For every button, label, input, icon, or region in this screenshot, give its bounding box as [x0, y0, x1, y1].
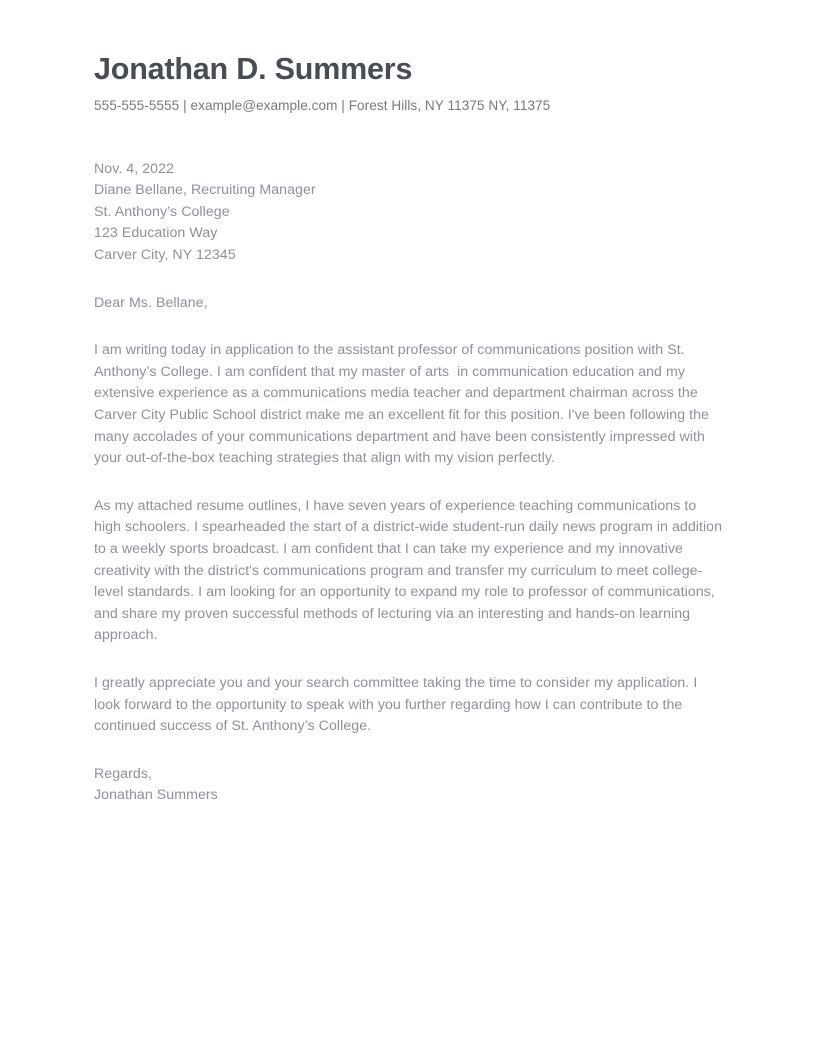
- applicant-name: Jonathan D. Summers: [94, 52, 413, 86]
- recipient-city-state-zip: Carver City, NY 12345: [94, 247, 236, 264]
- signature-name: Jonathan Summers: [94, 787, 218, 804]
- closing-block: [94, 738, 724, 807]
- recipient-organization: St. Anthony’s College: [94, 203, 230, 220]
- body-paragraph-3: I greatly appreciate you and your search committee taking the time to consider my application. I look forward to the opportunity to speak with you further regarding how I can contribute to the continued success of St. Anthony’s College.: [94, 674, 702, 735]
- body-paragraph-2: As my attached resume outlines, I have seven years of experience teaching communications to high schoolers. I spearheaded the start of a district-wide student-run daily news program in addition to a weekly sports broadcast. I am confident that I can take my experience and my innovative creativity with the district's communications program and transfer my curriculum to meet college-level standards. I am looking for an opportunity to expand my role to professor of communications, and share my proven successful methods of lecturing via an interesting and hands-on learning approach.: [94, 497, 727, 644]
- salutation: Dear Ms. Bellane,: [94, 294, 208, 311]
- letter-content: [94, 0, 727, 807]
- contact-info-line: 555-555-5555 | example@example.com | Forest Hills, NY 11375 NY, 11375: [94, 97, 551, 113]
- body-paragraph-1: I am writing today in application to the assistant professor of communications position with St. Anthony’s College. I am confident that my master of arts in communication education and my extensive experience as a communications media teacher and department chairman across the Carver City Public School district make me an excellent fit for this position. I've been following the many accolades of your communications department and have been consistently impressed with your out-of-the-box teaching strategies that align with my vision perfectly.: [94, 342, 713, 467]
- recipient-name-title: Diane Bellane, Recruiting Manager: [94, 182, 316, 199]
- letterhead: [94, 0, 724, 115]
- valediction: Regards,: [94, 765, 152, 782]
- recipient-address-block: [94, 115, 724, 267]
- letter-date: Nov. 4, 2022: [94, 160, 174, 177]
- recipient-street-address: 123 Education Way: [94, 225, 218, 242]
